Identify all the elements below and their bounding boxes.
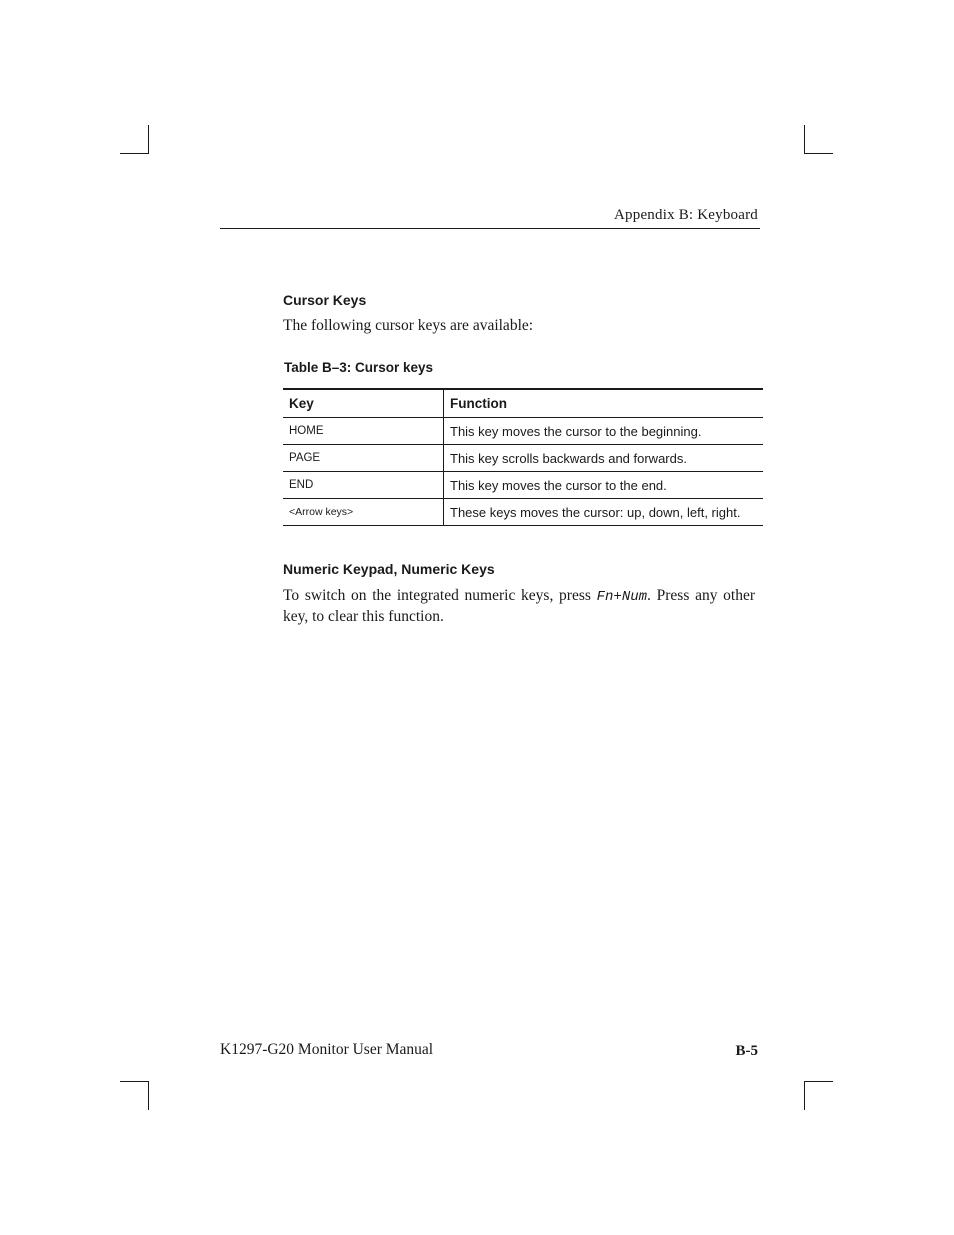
table-row — [283, 445, 763, 472]
manual-title: K1297-G20 Monitor User Manual — [220, 1041, 434, 1058]
table-row — [283, 472, 763, 499]
key-cell: HOME — [283, 418, 444, 445]
crop-mark-top-left-h — [120, 153, 149, 154]
table-row — [283, 418, 763, 445]
header-rule — [220, 228, 760, 229]
section-heading-cursor-keys: Cursor Keys — [283, 292, 367, 308]
function-cell: This key moves the cursor to the end. — [444, 472, 764, 499]
column-header-function: Function — [444, 389, 764, 418]
table-row — [283, 499, 763, 526]
crop-mark-bottom-left-v — [148, 1081, 149, 1110]
function-cell: This key scrolls backwards and forwards. — [444, 445, 764, 472]
cursor-keys-table — [283, 388, 763, 526]
running-head: Appendix B: Keyboard — [614, 207, 758, 223]
key-combo: Fn+Num — [596, 589, 648, 605]
crop-mark-top-left-v — [148, 125, 149, 154]
table-caption: Table B–3: Cursor keys — [284, 360, 434, 375]
key-cell: END — [283, 472, 444, 499]
function-cell: These keys moves the cursor: up, down, left, right. — [444, 499, 764, 526]
crop-mark-bottom-left-h — [120, 1081, 149, 1082]
crop-mark-top-right-v — [804, 125, 805, 154]
section-intro: The following cursor keys are available: — [283, 317, 534, 334]
section-heading-numeric-keypad: Numeric Keypad, Numeric Keys — [283, 561, 495, 577]
table-header-row — [283, 389, 763, 418]
crop-mark-bottom-right-v — [804, 1081, 805, 1110]
crop-mark-top-right-h — [804, 153, 833, 154]
paragraph-text-after: . Press any other key, to clear this function. — [283, 587, 756, 625]
function-cell: This key moves the cursor to the beginning. — [444, 418, 764, 445]
crop-mark-bottom-right-h — [804, 1081, 833, 1082]
section-paragraph — [283, 586, 755, 626]
paragraph-text-before: To switch on the integrated numeric keys, press — [283, 587, 597, 604]
key-cell: PAGE — [283, 445, 444, 472]
column-header-key: Key — [283, 389, 444, 418]
key-cell: <Arrow keys> — [283, 499, 444, 526]
page-number: B-5 — [735, 1043, 758, 1059]
